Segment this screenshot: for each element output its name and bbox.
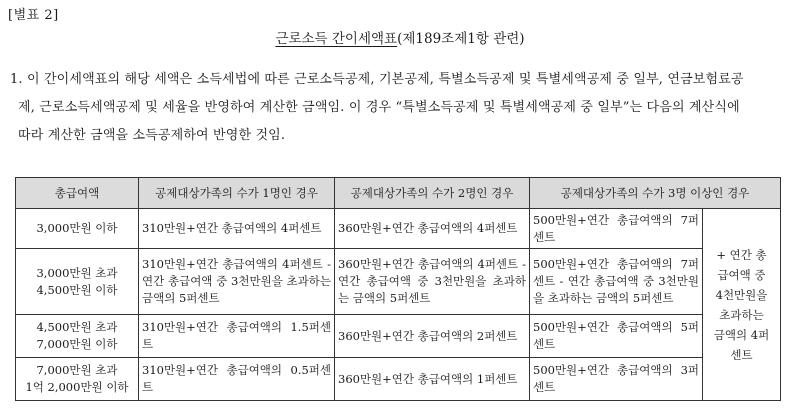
paragraph-line-3: 따라 계산한 금액을 소득공제하여 반영한 것임. <box>18 128 286 143</box>
header-one-dependent: 공제대상가족의 수가 1명인 경우 <box>139 178 335 209</box>
formula-three-plus-dependents: 500만원+연간 총급여액의 7퍼센트 - 연간 총급여액 중 3천만원을 초과하는 금액의 5퍼센트 <box>530 249 703 315</box>
table-header-row <box>16 178 781 209</box>
salary-range-line: 7,000만원 초과 <box>36 363 118 377</box>
header-two-dependents: 공제대상가족의 수가 2명인 경우 <box>335 178 530 209</box>
table-row <box>16 209 781 249</box>
formula-one-dependent: 310만원+연간 총급여액의 1.5퍼센트 <box>139 315 335 358</box>
formula-three-plus-dependents: 500만원+연간 총급여액의 7퍼센트 <box>530 209 703 249</box>
formula-one-dependent: 310만원+연간 총급여액의 0.5퍼센트 <box>139 358 335 401</box>
salary-range-line: 3,000만원 이하 <box>36 221 118 235</box>
formula-two-dependents: 360만원+연간 총급여액의 4퍼센트 <box>335 209 530 249</box>
explanation-paragraph <box>10 66 792 150</box>
formula-two-dependents: 360만원+연간 총급여액의 2퍼센트 <box>335 315 530 358</box>
table-row <box>16 358 781 401</box>
salary-range-line: 4,500만원 초과 <box>36 320 118 334</box>
formula-one-dependent: 310만원+연간 총급여액의 4퍼센트 - 연간 총급여액 중 3천만원을 초과하는 금액의 5퍼센트 <box>139 249 335 315</box>
paragraph-line-2: 제, 근로소득세액공제 및 세율을 반영하여 계산한 금액임. 이 경우 “특별소득공제 및 특별세액공제 중 일부”는 다음의 계산식에 <box>18 100 740 115</box>
salary-range-cell <box>16 315 139 358</box>
salary-range-line: 1억 2,000만원 이하 <box>25 380 129 394</box>
salary-range-cell <box>16 358 139 401</box>
paragraph-line-1: 1. 이 간이세액표의 해당 세액은 소득세법에 따른 근로소득공제, 기본공제, 특별소득공제 및 특별세액공제 중 일부, 연금보험료공 <box>10 72 744 87</box>
table-row <box>16 315 781 358</box>
salary-range-line: 7,000만원 이하 <box>36 337 118 351</box>
additional-deduction-note: + 연간 총급여액 중 4천만원을 초과하는 금액의 4퍼센트 <box>703 209 781 401</box>
annex-label: [별표 2] <box>8 8 59 23</box>
formula-three-plus-dependents: 500만원+연간 총급여액의 3퍼센트 <box>530 358 703 401</box>
document-title <box>0 27 800 47</box>
title-main: 근로소득 간이세액표 <box>275 31 398 47</box>
formula-one-dependent: 310만원+연간 총급여액의 4퍼센트 <box>139 209 335 249</box>
header-total-salary: 총급여액 <box>16 178 139 209</box>
salary-range-line: 3,000만원 초과 <box>36 265 118 280</box>
deduction-table <box>15 177 781 401</box>
table-row <box>16 249 781 315</box>
formula-two-dependents: 360만원+연간 총급여액의 1퍼센트 <box>335 358 530 401</box>
salary-range-cell <box>16 209 139 249</box>
formula-two-dependents: 360만원+연간 총급여액의 4퍼센트 - 연간 총급여액 중 3천만원을 초과하는 금액의 5퍼센트 <box>335 249 530 315</box>
formula-three-plus-dependents: 500만원+연간 총급여액의 5퍼센트 <box>530 315 703 358</box>
salary-range-line: 4,500만원 이하 <box>36 282 118 297</box>
title-suffix: (제189조제1항 관련) <box>397 31 525 47</box>
header-three-plus-dependents: 공제대상가족의 수가 3명 이상인 경우 <box>530 178 781 209</box>
salary-range-cell <box>16 249 139 315</box>
